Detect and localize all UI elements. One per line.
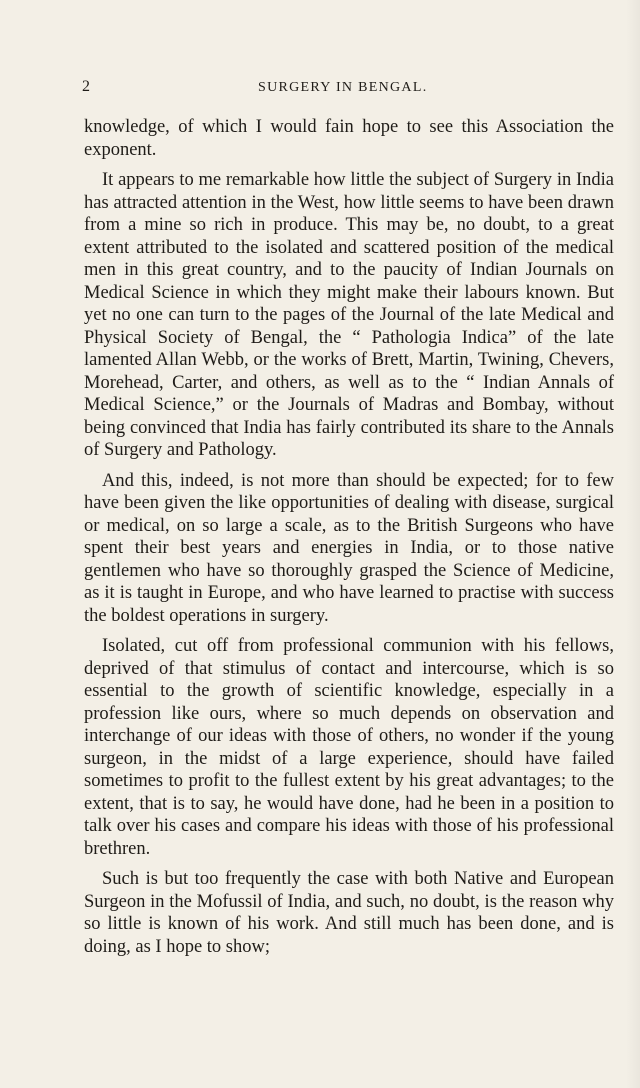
paragraph-continuation: knowledge, of which I would fain hope to see this Association the exponent. [84, 117, 614, 160]
page-header [82, 78, 592, 102]
page-edge-shadow [626, 0, 640, 1088]
paragraph: Isolated, cut off from professional communion with his fellows, deprived of that stimulus of contact and intercourse, which is so essential to the growth of scientific knowledge, especially in a profession like ours, where so much depends on observation and interchange of our ideas with those of others, no wonder if the young surgeon, in the midst of a large experience, should have failed sometimes to profit to the fullest extent by his great advantages; to the extent, that is to say, he would have done, had he been in a position to talk over his cases and compare his ideas with those of his professional brethren. [84, 636, 614, 859]
page-number: 2 [82, 78, 91, 95]
running-head: SURGERY IN BENGAL. [258, 80, 428, 95]
body-text [84, 116, 614, 958]
paragraph: And this, indeed, is not more than should be expected; for to few have been given the like opportunities of dealing with disease, surgical or medical, on so large a scale, as to the British Surgeons who have spent their best years and energies in India, or to those native gentlemen who have so thoroughly grasped the Science of Medicine, as it is taught in Europe, and who have learned to practise with success the boldest operations in surgery. [84, 470, 614, 626]
paragraph: Such is but too frequently the case with both Native and European Surgeon in the Mofussil of India, and such, no doubt, is the reason why so little is known of his work. And still much has been done, and is doing, as I hope to show; [84, 869, 614, 957]
paragraph: It appears to me remarkable how little the subject of Surgery in India has attracted attention in the West, how little seems to have been drawn from a mine so rich in produce. This may be, no doubt, to a great extent attributed to the isolated and scattered position of the medical men in this great country, and to the paucity of Indian Journals on Medical Science in which they might make their labours known. But yet no one can turn to the pages of the Journal of the late Medical and Physical Society of Bengal, the “ Pathologia Indica” of the late lamented Allan Webb, or the works of Brett, Martin, Twining, Chevers, Morehead, Carter, and others, as well as to the “ Indian Annals of Medical Science,” or the Journals of Madras and Bombay, without being convinced that India has fairly contributed its share to the Annals of Surgery and Pathology. [84, 170, 614, 460]
